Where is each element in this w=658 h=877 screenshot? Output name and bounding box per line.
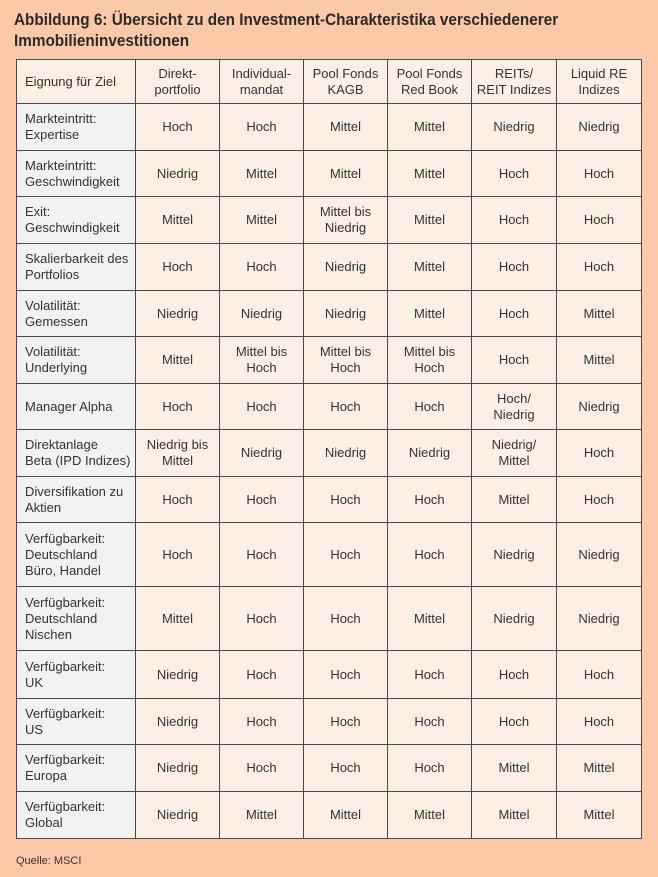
table-cell: Hoch bbox=[220, 384, 304, 430]
table-cell: Niedrig bbox=[472, 587, 557, 651]
table-cell: Mittel bbox=[304, 151, 388, 197]
table-cell: Hoch bbox=[472, 337, 557, 384]
table-cell: Niedrig bbox=[557, 384, 642, 430]
table-cell: Hoch/ Niedrig bbox=[472, 384, 557, 430]
table-cell: Hoch bbox=[388, 651, 472, 699]
table-cell: Mittel bis Niedrig bbox=[304, 197, 388, 244]
table-cell: Hoch bbox=[136, 244, 220, 291]
table-cell: Hoch bbox=[304, 699, 388, 745]
table-cell: Mittel bbox=[304, 104, 388, 151]
table-cell: Mittel bbox=[136, 197, 220, 244]
table-cell: Mittel bis Hoch bbox=[388, 337, 472, 384]
table-cell: Hoch bbox=[220, 523, 304, 587]
table-cell: Niedrig bis Mittel bbox=[136, 430, 220, 477]
column-header-label: Direkt- portfolio bbox=[154, 65, 201, 97]
table-cell: Hoch bbox=[220, 244, 304, 291]
table-row bbox=[17, 587, 642, 651]
table-row bbox=[17, 477, 642, 523]
table-cell: Hoch bbox=[136, 104, 220, 151]
row-label: Verfügbarkeit: UK bbox=[17, 651, 136, 699]
table-cell: Hoch bbox=[557, 151, 642, 197]
table-cell: Niedrig bbox=[557, 104, 642, 151]
row-label: Volatilität: Underlying bbox=[17, 337, 136, 384]
table-cell: Niedrig bbox=[136, 745, 220, 792]
table-cell: Mittel bbox=[557, 745, 642, 792]
table-cell: Hoch bbox=[136, 477, 220, 523]
table-cell: Mittel bbox=[388, 291, 472, 337]
table-cell: Hoch bbox=[557, 699, 642, 745]
table-row bbox=[17, 151, 642, 197]
column-header-goal: Eignung für Ziel bbox=[17, 60, 136, 104]
table-cell: Hoch bbox=[220, 699, 304, 745]
table-row bbox=[17, 197, 642, 244]
table-cell: Niedrig bbox=[136, 291, 220, 337]
table-cell: Hoch bbox=[388, 384, 472, 430]
table-cell: Hoch bbox=[304, 745, 388, 792]
table-row bbox=[17, 384, 642, 430]
table-cell: Mittel bbox=[136, 587, 220, 651]
table-cell: Hoch bbox=[388, 699, 472, 745]
table-cell: Hoch bbox=[304, 587, 388, 651]
table-row bbox=[17, 523, 642, 587]
table-cell: Niedrig bbox=[472, 523, 557, 587]
row-label: Exit: Geschwindigkeit bbox=[17, 197, 136, 244]
table-cell: Mittel bbox=[136, 337, 220, 384]
table-cell: Hoch bbox=[557, 477, 642, 523]
table-cell: Mittel bbox=[388, 104, 472, 151]
table-cell: Mittel bbox=[472, 477, 557, 523]
table-row bbox=[17, 244, 642, 291]
table-row bbox=[17, 699, 642, 745]
table-cell: Mittel bbox=[388, 151, 472, 197]
table-cell: Hoch bbox=[472, 244, 557, 291]
table-row bbox=[17, 291, 642, 337]
column-header-label: REITs/ REIT Indizes bbox=[476, 65, 552, 97]
column-header-label: Pool Fonds KAGB bbox=[312, 65, 379, 97]
table-cell: Hoch bbox=[304, 384, 388, 430]
table-cell: Niedrig bbox=[220, 430, 304, 477]
table-cell: Hoch bbox=[220, 651, 304, 699]
table-cell: Hoch bbox=[472, 291, 557, 337]
table-cell: Mittel bbox=[557, 337, 642, 384]
figure-title bbox=[14, 9, 644, 51]
table-cell: Mittel bbox=[557, 792, 642, 839]
table-cell: Mittel bbox=[220, 197, 304, 244]
table-row bbox=[17, 745, 642, 792]
table-cell: Mittel bbox=[472, 745, 557, 792]
table-cell: Niedrig bbox=[304, 291, 388, 337]
table-cell: Mittel bbox=[388, 244, 472, 291]
table-cell: Mittel bbox=[388, 197, 472, 244]
table-row bbox=[17, 430, 642, 477]
table-cell: Niedrig bbox=[472, 104, 557, 151]
table-cell: Hoch bbox=[220, 745, 304, 792]
column-header-label: Liquid RE Indizes bbox=[570, 65, 628, 97]
column-header-label: Individual- mandat bbox=[231, 65, 292, 97]
table-cell: Mittel bbox=[304, 792, 388, 839]
row-label: Verfügbarkeit: Deutschland Büro, Handel bbox=[17, 523, 136, 587]
row-label: Verfügbarkeit: Global bbox=[17, 792, 136, 839]
column-header-liquid-re-indices bbox=[557, 60, 642, 104]
table-cell: Hoch bbox=[557, 197, 642, 244]
row-label: Verfügbarkeit: Europa bbox=[17, 745, 136, 792]
table-cell: Niedrig bbox=[136, 651, 220, 699]
column-header-reits bbox=[472, 60, 557, 104]
table-cell: Hoch bbox=[304, 477, 388, 523]
table-cell: Mittel bbox=[557, 291, 642, 337]
column-header-label: Pool Fonds Red Book bbox=[396, 65, 463, 97]
table-cell: Niedrig bbox=[136, 151, 220, 197]
table-cell: Hoch bbox=[472, 699, 557, 745]
row-label: Direktanlage Beta (IPD Indizes) bbox=[17, 430, 136, 477]
table-row bbox=[17, 792, 642, 839]
table-cell: Niedrig bbox=[388, 430, 472, 477]
row-label: Volatilität: Gemessen bbox=[17, 291, 136, 337]
row-label: Manager Alpha bbox=[17, 384, 136, 430]
table-cell: Mittel bbox=[472, 792, 557, 839]
table-cell: Niedrig bbox=[136, 792, 220, 839]
table-cell: Hoch bbox=[472, 151, 557, 197]
table-cell: Niedrig bbox=[304, 430, 388, 477]
table-cell: Niedrig bbox=[557, 587, 642, 651]
table-cell: Hoch bbox=[220, 477, 304, 523]
table-cell: Niedrig bbox=[136, 699, 220, 745]
table-cell: Mittel bis Hoch bbox=[220, 337, 304, 384]
table-row bbox=[17, 651, 642, 699]
table-row bbox=[17, 337, 642, 384]
table-cell: Hoch bbox=[220, 587, 304, 651]
row-label: Skalierbarkeit des Portfolios bbox=[17, 244, 136, 291]
row-label: Verfügbarkeit: Deutschland Nischen bbox=[17, 587, 136, 651]
row-label: Markteintritt: Expertise bbox=[17, 104, 136, 151]
table-cell: Hoch bbox=[472, 651, 557, 699]
column-header-individual-mandate bbox=[220, 60, 304, 104]
column-header-pool-fonds-red-book bbox=[388, 60, 472, 104]
table-cell: Mittel bbox=[388, 587, 472, 651]
column-header-pool-fonds-kagb bbox=[304, 60, 388, 104]
figure-title-line-2: Immobilieninvestitionen bbox=[14, 31, 190, 50]
characteristics-table bbox=[16, 59, 642, 839]
table-row bbox=[17, 104, 642, 151]
column-header-direct-portfolio bbox=[136, 60, 220, 104]
row-label: Markteintritt: Geschwindigkeit bbox=[17, 151, 136, 197]
table-cell: Hoch bbox=[472, 197, 557, 244]
table-cell: Hoch bbox=[557, 430, 642, 477]
table-cell: Mittel bis Hoch bbox=[304, 337, 388, 384]
row-label: Verfügbarkeit: US bbox=[17, 699, 136, 745]
table-cell: Hoch bbox=[557, 244, 642, 291]
table-cell: Hoch bbox=[388, 477, 472, 523]
row-label: Diversifikation zu Aktien bbox=[17, 477, 136, 523]
source-note: Quelle: MSCI bbox=[16, 855, 82, 867]
table-cell: Niedrig bbox=[557, 523, 642, 587]
table-cell: Hoch bbox=[220, 104, 304, 151]
table-cell: Hoch bbox=[388, 523, 472, 587]
table-cell: Hoch bbox=[136, 523, 220, 587]
table-cell: Niedrig/ Mittel bbox=[472, 430, 557, 477]
header-row bbox=[17, 60, 642, 104]
table-cell: Hoch bbox=[388, 745, 472, 792]
table-cell: Hoch bbox=[136, 384, 220, 430]
table-cell: Hoch bbox=[304, 523, 388, 587]
table-cell: Mittel bbox=[388, 792, 472, 839]
figure-title-line-1: Abbildung 6: Übersicht zu den Investment-Charakteristika verschiedenerer bbox=[14, 10, 559, 29]
table-cell: Mittel bbox=[220, 792, 304, 839]
table-cell: Mittel bbox=[220, 151, 304, 197]
table-cell: Hoch bbox=[304, 651, 388, 699]
table-cell: Hoch bbox=[557, 651, 642, 699]
table-cell: Niedrig bbox=[220, 291, 304, 337]
table-cell: Niedrig bbox=[304, 244, 388, 291]
